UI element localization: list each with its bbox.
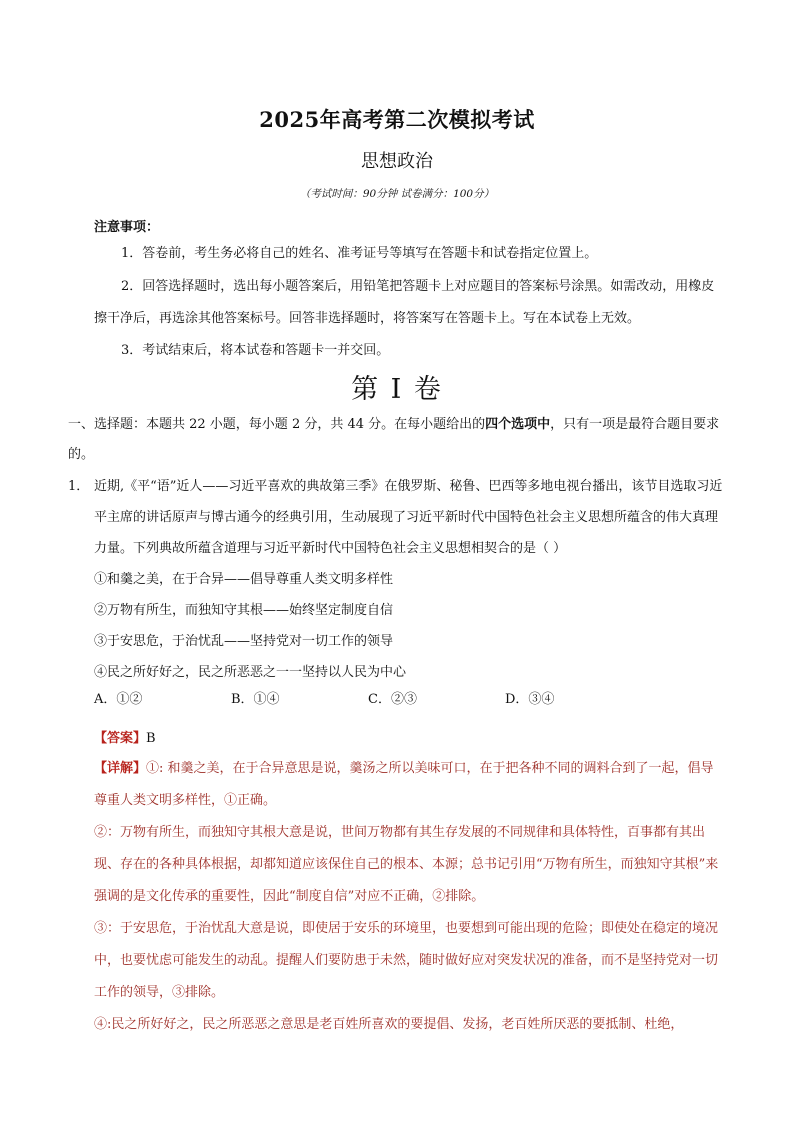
explanation-3: ③：于安思危，于治忧乱大意是说，即使居于安乐的环境里，也要想到可能出现的危险；即使处在稳定的境况中，也要忧虑可能发生的动乱。提醒人们要防患于未然，随时做好应对突发状况的准备，而不是坚持党对一切工作的领导，③排除。: [94, 921, 719, 1000]
section-intro-suffix: ，只有一项是最符合题目要求的。: [68, 417, 720, 462]
subject-title: 思想政治: [361, 151, 433, 172]
question-stem-text: 近期,《平“语”近人——习近平喜欢的典故第三季》在俄罗斯、秘鲁、巴西等多地电视台播出，该节目选取习近平主席的讲话原声与博古通今的经典引用，生动展现了习近平新时代中国特色社会主义思想所蕴含的伟大真理力量。下列典故所蕴含道理与习近平新时代中国特色社会主义思想相契合的是（ ）: [94, 479, 723, 556]
choice-c: C．②③: [368, 692, 417, 707]
statement-4: ④民之所好好之，民之所恶恶之一一坚持以人民为中心: [94, 665, 407, 680]
exam-info: （考试时间：90分钟 试卷满分：100分）: [299, 188, 495, 200]
choice-d: D．③④: [505, 692, 555, 707]
volume-title: 第 I 卷: [351, 374, 443, 405]
explanation-1: [94, 753, 726, 817]
notice-heading: 注意事项：: [94, 220, 160, 235]
choice-a: A．①②: [94, 692, 143, 707]
statement-1: ①和羹之美，在于合异——倡导尊重人类文明多样性: [94, 572, 394, 587]
notice-item-2: 2．回答选择题时，选出每小题答案后，用铅笔把答题卡上对应题目的答案标号涂黑。如需改动，用橡皮擦干净后，再选涂其他答案标号。回答非选择题时，将答案写在答题卡上。写在本试卷上无效。: [94, 279, 715, 326]
question-stem: [68, 471, 728, 564]
question-number: 1．: [68, 479, 90, 494]
choice-b: B．①④: [231, 692, 280, 707]
explanation-tag: 【详解】: [94, 761, 147, 776]
section-intro-prefix: 一、选择题：本题共 22 小题，每小题 2 分，共 44 分。在每小题给出的: [68, 417, 486, 432]
statement-2: ②万物有所生，而独知守其根——始终坚定制度自信: [94, 603, 394, 618]
question-1: [68, 471, 728, 688]
statement-3: ③于安思危，于治忧乱——坚持党对一切工作的领导: [94, 634, 394, 649]
section-intro-emphasis: 四个选项中: [485, 417, 551, 432]
answer-choices: [94, 688, 714, 707]
answer-line: [94, 727, 156, 746]
exam-title: 2025年高考第二次模拟考试: [259, 107, 535, 132]
explanation-text-1: ①: 和羹之美，在于合异意思是说，羹汤之所以美味可口，在于把各种不同的调料合到了一起，倡导尊重人类文明多样性，①正确。: [94, 761, 714, 808]
section-intro: [68, 410, 728, 470]
notice-item-1: 1．答卷前，考生务必将自己的姓名、准考证号等填写在答题卡和试卷指定位置上。: [121, 246, 598, 261]
notice-item-3: 3．考试结束后，将本试卷和答题卡一并交回。: [121, 343, 390, 358]
explanation-2: ②：万物有所生，而独知守其根大意是说，世间万物都有其生存发展的不同规律和具体特性，百事都有其出现、存在的各种具体根据，却都知道应该保住自己的根本、本源；总书记引用“万物有所生，而独知守其根”来强调的是文化传承的重要性，因此“制度自信”对应不正确，②排除。: [94, 825, 719, 904]
answer-value: B: [146, 731, 156, 746]
answer-tag: 【答案】: [94, 731, 147, 746]
explanation: [94, 753, 726, 1041]
explanation-4: ④:民之所好好之，民之所恶恶之意思是老百姓所喜欢的要提倡、发扬，老百姓所厌恶的要抵制、杜绝，: [94, 1017, 684, 1032]
